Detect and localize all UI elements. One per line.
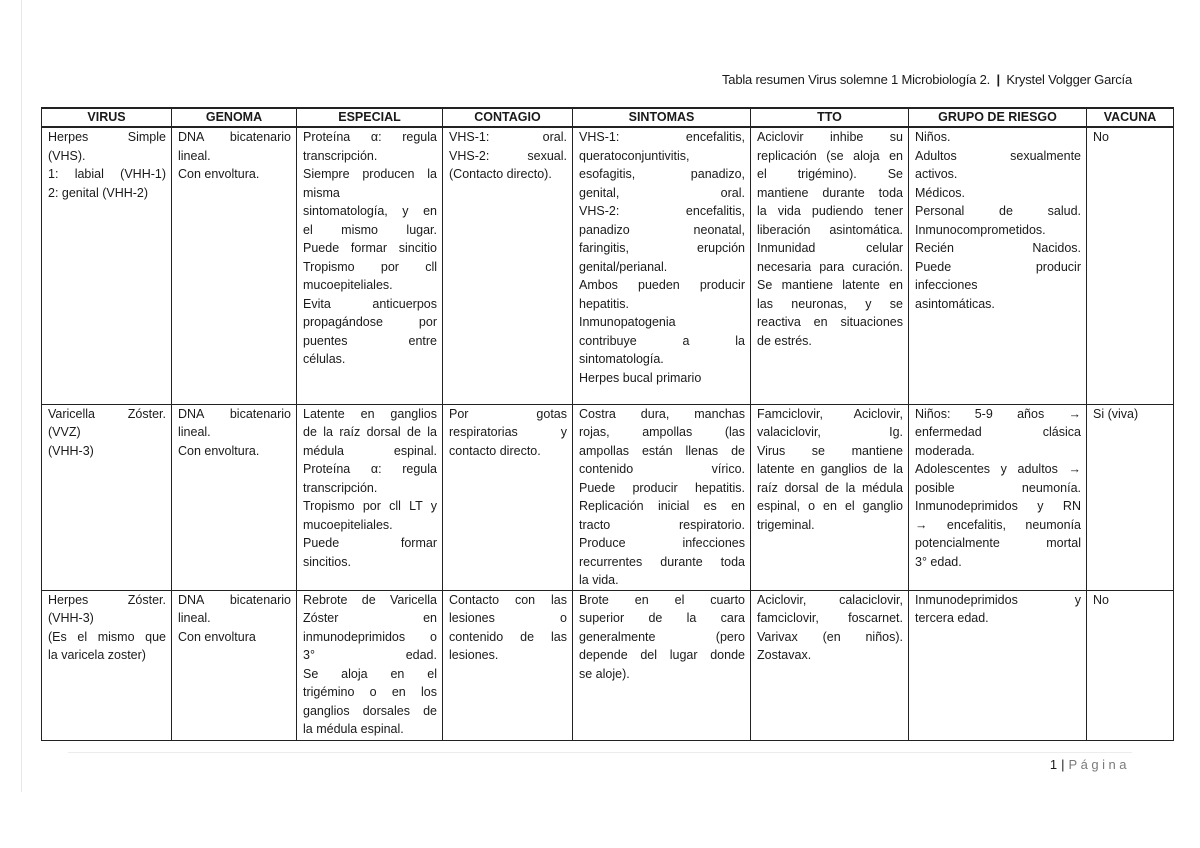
cell-text-line: Famciclovir, Aciclovir, [757,406,903,421]
cell-text-line: Virus se mantiene [757,443,903,458]
cell-text-line: de estrés. [757,333,812,348]
cell-text-line: Si (viva) [1093,406,1139,421]
cell-text-line: tracto respiratorio. [579,517,745,532]
cell-text-line: 3° edad. [303,648,437,662]
cell-text-line: Inmunodeprimidos y [915,592,1081,607]
cell-text-line: genital/perianal. [579,259,668,274]
cell-text-line: lesiones o [449,611,567,625]
column-header-grupo-riesgo: GRUPO DE RIESGO [909,108,1087,127]
column-header-especial: ESPECIAL [297,108,443,127]
cell-text-line: lesiones. [449,648,499,662]
cell-text-line: faringitis, erupción [579,241,745,255]
cell-text-line: valaciclovir, Ig. [757,425,903,439]
cell-text-line: Produce infecciones [579,536,745,550]
cell-text-line: latente en ganglios de la [757,462,903,476]
cell-text-line: Con envoltura. [178,443,260,458]
cell-text-line: transcripción. [303,148,378,163]
cell-text-line: Por gotas [449,406,567,421]
page-number: 1 [1049,757,1058,772]
cell-text-line: Niños. [915,130,951,144]
cell-virus [42,127,172,404]
cell-text-line: contacto directo. [449,443,541,458]
cell-text-line: panadizo neonatal, [579,222,745,237]
header-author: Krystel Volgger García [1006,72,1132,87]
cell-text-line: asintomáticas. [915,296,995,311]
cell-text-line: (VHH-3) [48,611,94,625]
cell-text-line: genital, oral. [579,185,745,200]
cell-text-line: reactiva en situaciones [757,315,903,329]
header-separator: | [996,72,1000,87]
cell-text-line: Inmunodeprimidos y RN [915,499,1081,513]
cell-text-line: Puede producir [915,259,1081,274]
cell-text-line: Varivax (en niños). [757,629,903,644]
cell-text-line: las neuronas, y se [757,296,903,311]
cell-text-line: Ambos pueden producir [579,278,745,292]
cell-text-line: células. [303,352,346,366]
cell-text-line: DNA bicatenario [178,130,291,144]
cell-text-line: 1: labial (VHH-1) [48,167,166,181]
cell-text-line: transcripción. [303,480,378,495]
cell-text-line: ganglios dorsales de [303,703,437,718]
cell-text-line: contribuye a la [579,333,745,348]
cell-text-line: trigeminal. [757,517,815,532]
cell-text-line: Puede formar [303,536,437,550]
cell-especial [297,404,443,590]
table-row [42,404,1174,590]
table-row [42,127,1174,404]
cell-text-line: Se aloja en el [303,666,437,681]
cell-text-line: liberación asintomática. [757,222,903,237]
cell-text-line: Inmunopatogenia [579,315,676,329]
cell-tto [751,590,909,740]
cell-text-line: Herpes Simple [48,130,166,144]
cell-text-line: sintomatología, y en [303,204,437,218]
cell-text-line: propagándose por [303,315,437,329]
cell-text-line: DNA bicatenario [178,406,291,421]
column-header-virus: VIRUS [42,108,172,127]
cell-sintomas [573,404,751,590]
cell-text-line: → encefalitis, neumonía [915,517,1081,532]
cell-text-line: 3° edad. [915,554,962,569]
cell-text-line: Contacto con las [449,592,567,607]
cell-text-line: contenido vírico. [579,462,745,476]
cell-text-line: 2: genital (VHH-2) [48,185,149,200]
cell-tto [751,127,909,404]
cell-text-line: activos. [915,167,958,181]
page-footer [1050,757,1130,772]
cell-text-line: Varicella Zóster. [48,406,166,421]
cell-text-line: puentes entre [303,333,437,348]
cell-text-line: el mismo lugar. [303,222,437,237]
cell-text-line: mantiene durante toda [757,185,903,200]
cell-text-line: superior de la cara [579,611,745,625]
cell-text-line: DNA bicatenario [178,592,291,607]
cell-especial [297,590,443,740]
cell-text-line: Zóster en [303,611,437,625]
cell-text-line: Proteína α: regula [303,462,437,476]
cell-text-line: infecciones [915,278,978,292]
cell-text-line: VHS-2: sexual. [449,148,567,163]
cell-text-line: esofagitis, panadizo, [579,167,745,181]
cell-text-line: respiratorias y [449,425,567,439]
cell-text-line: médula espinal. [303,443,437,458]
cell-tto [751,404,909,590]
cell-virus [42,590,172,740]
cell-text-line: Proteína α: regula [303,130,437,144]
cell-text-line: depende del lugar donde [579,648,745,662]
cell-genoma [172,590,297,740]
table-row [42,590,1174,740]
cell-text-line: enfermedad clásica [915,425,1081,439]
cell-vacuna [1087,127,1174,404]
cell-text-line: Personal de salud. [915,204,1081,218]
page-header [722,72,1132,87]
cell-text-line: tercera edad. [915,611,989,625]
cell-text-line: Adultos sexualmente [915,148,1081,163]
column-header-sintomas: SINTOMAS [573,108,751,127]
cell-text-line: Inmunidad celular [757,241,903,255]
cell-text-line: recurrentes durante toda [579,554,745,569]
cell-text-line: No [1093,130,1109,144]
column-header-contagio: CONTAGIO [443,108,573,127]
cell-text-line: la vida pudiendo tener [757,204,903,218]
cell-text-line: Adolescentes y adultos → [915,462,1081,476]
cell-text-line: (Es el mismo que [48,629,166,644]
page-margin-rule [21,0,22,792]
cell-text-line: misma [303,185,340,200]
cell-text-line: Tropismo por cll [303,259,437,274]
cell-grupo-riesgo [909,127,1087,404]
cell-text-line: queratoconjuntivitis, [579,148,690,163]
table-body [42,127,1174,740]
cell-contagio [443,590,573,740]
cell-especial [297,127,443,404]
cell-virus [42,404,172,590]
cell-text-line: hepatitis. [579,296,630,311]
cell-text-line: Puede formar sincitio [303,241,437,255]
virus-summary-table [41,107,1174,741]
table-header-row [42,108,1174,127]
cell-contagio [443,127,573,404]
cell-text-line: inmunodeprimidos o [303,629,437,644]
cell-text-line: Médicos. [915,185,966,200]
cell-text-line: VHS-2: encefalitis, [579,204,745,218]
cell-text-line: VHS-1: oral. [449,130,567,144]
page-word: Página [1068,757,1130,772]
cell-text-line: Zostavax. [757,648,812,662]
cell-text-line: Siempre producen la [303,167,437,181]
cell-text-line: posible neumonía. [915,480,1081,495]
cell-text-line: generalmente (pero [579,629,745,644]
cell-grupo-riesgo [909,590,1087,740]
cell-text-line: Rebrote de Varicella [303,592,437,607]
cell-text-line: Herpes Zóster. [48,592,166,607]
cell-text-line: Con envoltura. [178,167,260,181]
cell-text-line: ampollas están llenas de [579,443,745,458]
cell-grupo-riesgo [909,404,1087,590]
cell-text-line: Latente en ganglios [303,406,437,421]
cell-text-line: Puede producir hepatitis. [579,480,745,495]
cell-vacuna [1087,590,1174,740]
column-header-vacuna: VACUNA [1087,108,1174,127]
cell-text-line: (VHS). [48,148,86,163]
cell-genoma [172,127,297,404]
cell-text-line: Aciclovir, calaciclovir, [757,592,903,607]
cell-text-line: la varicela zoster) [48,648,146,662]
cell-text-line: Evita anticuerpos [303,296,437,311]
cell-text-line: VHS-1: encefalitis, [579,130,745,144]
cell-text-line: se aloje). [579,666,630,681]
footer-separator: | [1061,757,1065,772]
column-header-tto: TTO [751,108,909,127]
header-title: Tabla resumen Virus solemne 1 Microbiología 2. [722,72,991,87]
column-header-genoma: GENOMA [172,108,297,127]
cell-text-line: Replicación inicial es en [579,499,745,513]
cell-text-line: Brote en el cuarto [579,592,745,607]
cell-text-line: contenido de las [449,629,567,644]
cell-text-line: Tropismo por cll LT y [303,499,437,513]
cell-sintomas [573,590,751,740]
cell-text-line: el trigémino). Se [757,167,903,181]
cell-text-line: lineal. [178,425,211,439]
cell-sintomas [573,127,751,404]
cell-text-line: de la raíz dorsal de la [303,425,437,439]
cell-text-line: la vida. [579,573,619,587]
cell-text-line: (VHH-3) [48,443,94,458]
cell-text-line: raíz dorsal de la médula [757,480,903,495]
cell-genoma [172,404,297,590]
cell-text-line: (Contacto directo). [449,167,552,181]
cell-text-line: Costra dura, manchas [579,406,745,421]
cell-text-line: sincitios. [303,554,351,569]
cell-text-line: trigémino o en los [303,685,437,699]
cell-text-line: replicación (se aloja en [757,148,903,163]
cell-text-line: Herpes bucal primario [579,370,702,385]
cell-text-line: Aciclovir inhibe su [757,130,903,144]
footer-rule [68,752,1132,753]
cell-text-line: moderada. [915,443,975,458]
cell-text-line: Niños: 5-9 años → [915,406,1081,421]
cell-text-line: Con envoltura [178,629,256,644]
cell-text-line: Recién Nacidos. [915,241,1081,255]
cell-text-line: espinal, o en el ganglio [757,499,903,513]
cell-text-line: mucoepiteliales. [303,517,393,532]
cell-text-line: sintomatología. [579,352,664,366]
cell-text-line: lineal. [178,148,211,163]
cell-text-line: (VVZ) [48,425,81,439]
cell-text-line: No [1093,592,1109,607]
cell-text-line: famciclovir, foscarnet. [757,611,903,625]
cell-text-line: la médula espinal. [303,722,404,736]
cell-vacuna [1087,404,1174,590]
cell-text-line: mucoepiteliales. [303,278,393,292]
cell-text-line: necesaria para curación. [757,259,903,274]
cell-text-line: lineal. [178,611,211,625]
cell-contagio [443,404,573,590]
cell-text-line: Se mantiene latente en [757,278,903,292]
cell-text-line: rojas, ampollas (las [579,425,745,439]
cell-text-line: Inmunocomprometidos. [915,222,1046,237]
cell-text-line: potencialmente mortal [915,536,1081,550]
